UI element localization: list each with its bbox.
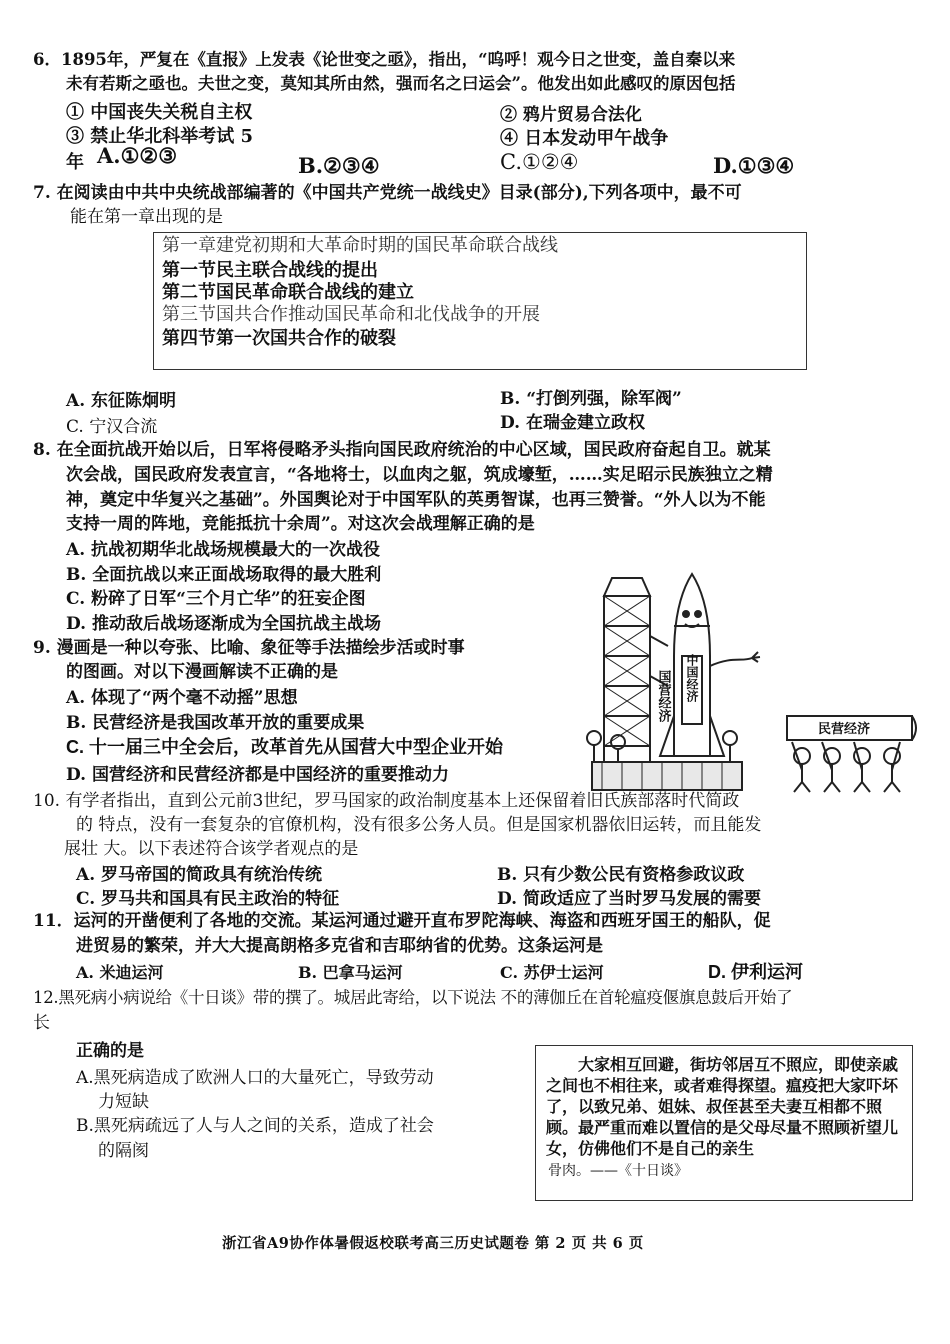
q12-stem-line2: 正确的是 [76, 1041, 144, 1061]
q6-item-3: ③ 禁止华北科举考试 5 [66, 126, 254, 147]
q7-option-c[interactable]: C. 宁汉合流 [66, 417, 158, 437]
q8-stem-line2: 次会战，国民政府发表宣言，“各地将士，以血肉之躯，筑成壕堑，……实足昭示民族独立之精 [66, 465, 773, 485]
q7-stem-line1: 7. 在阅读由中共中央统战部编著的《中国共产党统一战线史》目录(部分),下列各项中，最不可 [33, 183, 742, 203]
q11-option-a[interactable]: A. 米迪运河 [76, 963, 164, 982]
q12-quote-text: 大家相互回避，街坊邻居互不照应，即使亲戚之间也不相往来，或者难得探望。瘟疫把大家吓坏了，以致兄弟、姐妹、叔侄甚至夫妻互相都不照顾。最严重而难以置信的是父母尽量不照顾祈望儿女，仿佛他们不是自己的亲生 [546, 1055, 899, 1158]
toc-section-4: 第四节第一次国共合作的破裂 [162, 328, 396, 349]
q11-option-c[interactable]: C. 苏伊士运河 [500, 963, 604, 982]
q12-option-a-line2: 力短缺 [98, 1092, 149, 1112]
q10-option-a[interactable]: A. 罗马帝国的简政具有统治传统 [76, 865, 323, 885]
q6-year: 年 [66, 152, 84, 173]
q9-stem-line1: 9. 漫画是一种以夸张、比喻、象征等手法描绘步活或时事 [33, 638, 465, 658]
q7-table-of-contents [153, 232, 807, 370]
tower-label: 国营经济 [655, 670, 671, 722]
q12-quote-box [535, 1045, 913, 1201]
q12-stem-line1-end: 长 [33, 1013, 50, 1033]
q6-option-c[interactable]: C.①②④ [500, 150, 579, 174]
q11-stem-line2: 进贸易的繁荣，并大大提高朗格多克省和吉耶纳省的优势。这条运河是 [76, 936, 603, 956]
q8-option-d[interactable]: D. 推动敌后战场逐渐成为全国抗战主战场 [66, 614, 381, 634]
q8-option-a[interactable]: A. 抗战初期华北战场规模最大的一次战役 [66, 540, 381, 560]
q7-option-b[interactable]: B. “打倒列强，除军阀” [500, 389, 682, 409]
toc-chapter-1: 第一章建党初期和大革命时期的国民革命联合战线 [162, 235, 558, 256]
q6-option-d[interactable]: D.①③④ [713, 153, 795, 178]
q8-stem-line1: 8. 在全面抗战开始以后，日军将侵略矛头指向国民政府统治的中心区域，国民政府奋起自卫。就某 [33, 440, 771, 460]
q12-option-a-line1[interactable]: A.黑死病造成了欧洲人口的大量死亡，导致劳动 [76, 1068, 434, 1088]
q10-option-d[interactable]: D. 简政适应了当时罗马发展的需要 [497, 889, 761, 909]
q10-stem-line1: 10. 有学者指出，直到公元前3世纪，罗马国家的政治制度基本上还保留着旧氏族部落时代简政 [33, 791, 740, 811]
q11-stem-line1: 11．运河的开凿便利了各地的交流。某运河通过避开直布罗陀海峡、海盗和西班牙国王的船队，促 [33, 911, 771, 931]
q10-stem-line2: 的 特点，没有一套复杂的官僚机构，没有很多公务人员。但是国家机器依旧运转，而且能发 [76, 815, 762, 835]
q7-stem-line2: 能在第一章出现的是 [70, 207, 223, 227]
q8-stem-line4: 支持一周的阵地，竞能抵抗十余周”。对这次会战理解正确的是 [66, 514, 535, 534]
toc-section-3: 第三节国共合作推动国民革命和北伐战争的开展 [162, 304, 540, 325]
q11-option-d[interactable]: D. 伊利运河 [708, 962, 804, 982]
q7-option-d[interactable]: D. 在瑞金建立政权 [500, 413, 645, 433]
q8-stem-line3: 神，奠定中华复兴之基础”。外国舆论对于中国军队的英勇智谋，也再三赞誉。“外人以为不能 [66, 490, 766, 510]
economy-cartoon-illustration [582, 566, 920, 794]
q6-option-b[interactable]: B.②③④ [298, 153, 380, 178]
q11-option-b[interactable]: B. 巴拿马运河 [298, 963, 403, 982]
q9-stem-line2: 的图画。对以下漫画解读不正确的是 [66, 662, 338, 682]
q12-stem-line1: 12.黑死病小病说给《十日谈》带的撰了。城居此寄给，以下说法 不的薄伽丘在首轮瘟疫偃旗息鼓后开始了 [33, 988, 793, 1007]
rocket-waving-arm [710, 658, 752, 666]
q9-option-c[interactable]: C. 十一届三中全会后，改革首先从国营大中型企业开始 [66, 737, 503, 757]
q6-item-4: ④ 日本发动甲午战争 [500, 128, 669, 149]
q10-stem-line3: 展壮 大。以下表述符合该学者观点的是 [64, 839, 359, 859]
q10-option-b[interactable]: B. 只有少数公民有资格参政议政 [497, 865, 745, 885]
page-footer: 浙江省A9协作体暑假返校联考高三历史试题卷 第 2 页 共 6 页 [222, 1235, 644, 1252]
q12-option-b-line2: 的隔阂 [98, 1141, 149, 1161]
toc-section-2: 第二节国民革命联合战线的建立 [162, 282, 414, 303]
q8-option-c[interactable]: C. 粉碎了日军“三个月亡华”的狂妄企图 [66, 589, 366, 609]
rocket-label: 中国经济 [685, 654, 699, 702]
banner-label: 民营经济 [817, 722, 871, 737]
q8-option-b[interactable]: B. 全面抗战以来正面战场取得的最大胜利 [66, 565, 382, 585]
q12-option-b-line1[interactable]: B.黑死病疏远了人与人之间的关系，造成了社会 [76, 1116, 434, 1136]
q6-item-2: ② 鸦片贸易合法化 [500, 105, 642, 125]
q7-option-a[interactable]: A. 东征陈炯明 [66, 391, 177, 411]
q6-option-a[interactable]: A.①②③ [97, 143, 178, 168]
q9-option-a[interactable]: A. 体现了“两个毫不动摇”思想 [66, 688, 298, 708]
q9-option-d[interactable]: D. 国营经济和民营经济都是中国经济的重要推动力 [66, 765, 449, 785]
q12-quote-source: 骨肉。——《十日谈》 [548, 1163, 688, 1179]
q6-stem-line2: 未有若斯之亟也。夫世之变，莫知其所由然，强而名之曰运会”。他发出如此感叹的原因包括 [66, 74, 736, 93]
toc-section-1: 第一节民主联合战线的提出 [162, 260, 378, 281]
q10-option-c[interactable]: C. 罗马共和国具有民主政治的特征 [76, 889, 340, 909]
q6-stem-line1: 6．1895年，严复在《直报》上发表《论世变之亟》，指出，“呜呼！观今日之世变，盖自秦以来 [33, 50, 736, 69]
q9-option-b[interactable]: B. 民营经济是我国改革开放的重要成果 [66, 713, 365, 733]
q6-item-1: ① 中国丧失关税自主权 [66, 102, 253, 123]
